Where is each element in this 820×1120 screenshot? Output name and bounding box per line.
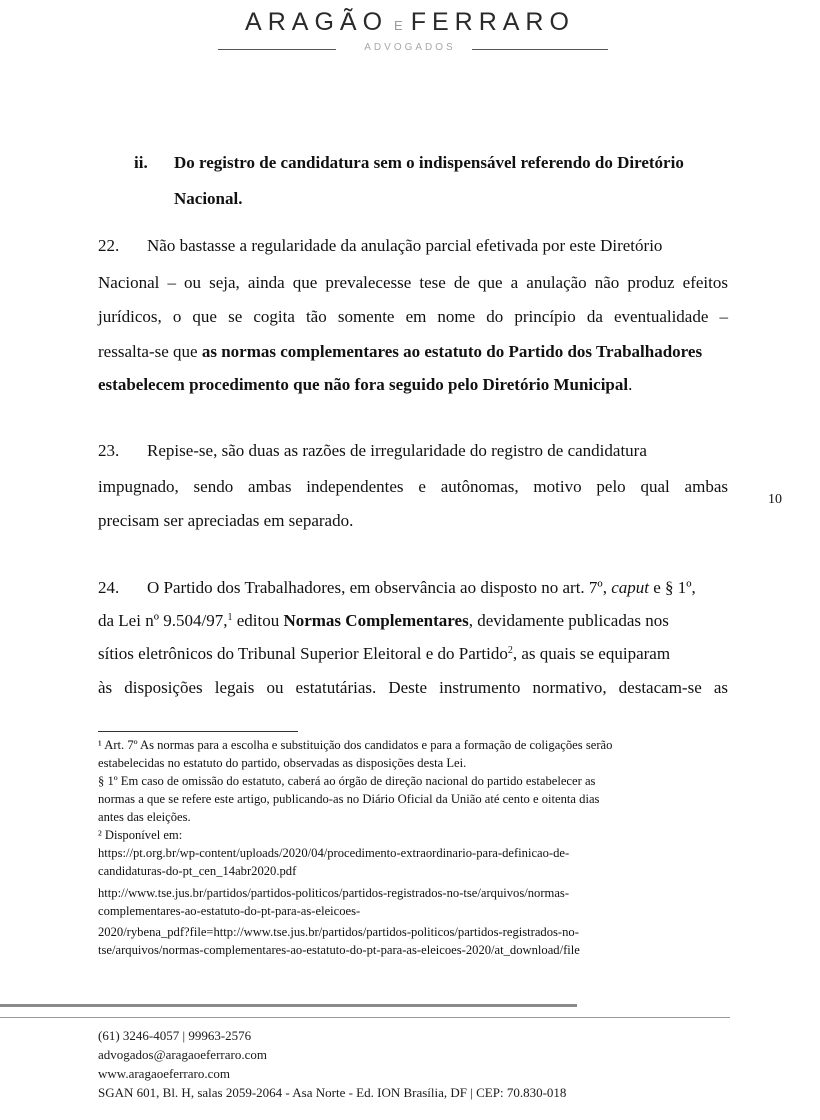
logo-conjunction: E [394, 18, 405, 33]
letterhead-logo [0, 8, 820, 37]
paragraph-22-text-5-end: . [628, 375, 633, 394]
section-heading-line-1: Do registro de candidatura sem o indispensável referendo do Diretório [174, 153, 684, 172]
paragraph-24-text-3a: sítios eletrônicos do Tribunal Superior Eleitoral e do Partido [98, 644, 508, 663]
paragraph-22-text-5-bold: estabelecem procedimento que não fora seguido pelo Diretório Municipal [98, 375, 629, 394]
paragraph-24-text-2a: da Lei nº 9.504/97, [98, 611, 228, 630]
paragraph-22-line-2: Nacional – ou seja, ainda que prevalecesse tese de que a anulação não produz efeitos [98, 273, 728, 292]
paragraph-24-line-2 [98, 610, 728, 632]
paragraph-24-line-4: às disposições legais ou estatutárias. Deste instrumento normativo, destacam-se as [98, 678, 728, 697]
letterhead-rule-right [472, 49, 608, 50]
footer-rule-thin [0, 1017, 730, 1018]
footnote-link[interactable]: https://pt.org.br/wp-content/uploads/2020/04/procedimento-extraordinario-para-definicao-de- [98, 846, 570, 860]
paragraph-22-line-5 [98, 374, 728, 396]
paragraph-24-text-1a: O Partido dos Trabalhadores, em observância ao disposto no art. 7º, [147, 578, 612, 597]
section-heading-line-2: Nacional. [174, 189, 243, 208]
page-number: 10 [768, 492, 782, 507]
paragraph-24-italic-caput: caput [611, 578, 649, 597]
footnote-link[interactable]: tse/arquivos/normas-complementares-ao-estatuto-do-pt-para-as-eleicoes-2020/at_download/file [98, 943, 580, 957]
footnote-line: § 1º Em caso de omissão do estatuto, caberá ao órgão de direção nacional do partido estabelecer as [98, 774, 596, 788]
paragraph-22-line-1 [98, 235, 728, 257]
paragraph-22-number: 22. [98, 236, 120, 255]
footer-address: SGAN 601, Bl. H, salas 2059-2064 - Asa Norte - Ed. ION Brasília, DF | CEP: 70.830-018 [98, 1085, 567, 1100]
paragraph-24-number: 24. [98, 578, 120, 597]
footnote-line: estabelecidas no estatuto do partido, observadas as disposições desta Lei. [98, 756, 467, 770]
paragraph-24-line-3 [98, 643, 728, 665]
paragraph-24-line-1 [98, 577, 728, 599]
paragraph-22-text-1: Não bastasse a regularidade da anulação parcial efetivada por este Diretório [147, 236, 663, 255]
logo-name-right: FERRARO [410, 8, 575, 36]
footnote-link[interactable]: 2020/rybena_pdf?file=http://www.tse.jus.br/partidos/partidos-politicos/partidos-registrados-no- [98, 925, 579, 939]
footnote-link[interactable]: candidaturas-do-pt_cen_14abr2020.pdf [98, 864, 297, 878]
footnote-line: antes das eleições. [98, 810, 191, 824]
paragraph-24-text-1b: e § 1º, [648, 578, 696, 597]
footer-website[interactable]: www.aragaoeferraro.com [98, 1066, 230, 1081]
footnote-link[interactable]: complementares-ao-estatuto-do-pt-para-as-eleicoes- [98, 904, 361, 918]
paragraph-24-text-3b: , as quais se equiparam [512, 644, 671, 663]
paragraph-24-text-2c: , devidamente publicadas nos [468, 611, 669, 630]
paragraph-23-line-2: impugnado, sendo ambas independentes e autônomas, motivo pelo qual ambas [98, 477, 728, 496]
paragraph-22-text-4-plain: ressalta-se que [98, 342, 202, 361]
paragraph-22-line-3: jurídicos, o que se cogita tão somente em nome do princípio da eventualidade – [98, 307, 728, 326]
paragraph-24-text-2b: editou [232, 611, 284, 630]
footer-email[interactable]: advogados@aragaoeferraro.com [98, 1047, 267, 1062]
footnote-link[interactable]: http://www.tse.jus.br/partidos/partidos-politicos/partidos-registrados-no-tse/arquivos/normas- [98, 886, 570, 900]
paragraph-23-line-3: precisam ser apreciadas em separado. [98, 511, 354, 530]
paragraph-24-text-1 [147, 577, 728, 599]
footnote-line: normas a que se refere este artigo, publicando-as no Diário Oficial da União até cento e oitenta dias [98, 792, 600, 806]
footnote-ref-2[interactable]: 2 [507, 645, 513, 656]
section-heading-line-2-wrap [174, 188, 804, 210]
paragraph-23-line-1 [98, 440, 728, 462]
section-numeral: ii. [134, 153, 148, 172]
letterhead-subtitle: ADVOGADOS [364, 42, 456, 53]
paragraph-23-text-1: Repise-se, são duas as razões de irregularidade do registro de candidatura [147, 441, 647, 460]
paragraph-24-bold-normas: Normas Complementares [283, 611, 469, 630]
paragraph-23-number: 23. [98, 441, 120, 460]
paragraph-22-text-4-bold: as normas complementares ao estatuto do Partido dos Trabalhadores [201, 342, 703, 361]
footer-rule-thick [0, 1004, 577, 1007]
footer-phone: (61) 3246-4057 | 99963-2576 [98, 1028, 252, 1043]
footnote-ref-1[interactable]: 1 [227, 612, 233, 623]
footnote-line: ² Disponível em: [98, 828, 183, 842]
logo-name-left: ARAGÃO [245, 8, 389, 36]
footnote-line: ¹ Art. 7º As normas para a escolha e substituição dos candidatos e para a formação de coligações serão [98, 738, 613, 752]
paragraph-22-line-4 [98, 341, 728, 363]
footnote-separator [98, 731, 298, 732]
